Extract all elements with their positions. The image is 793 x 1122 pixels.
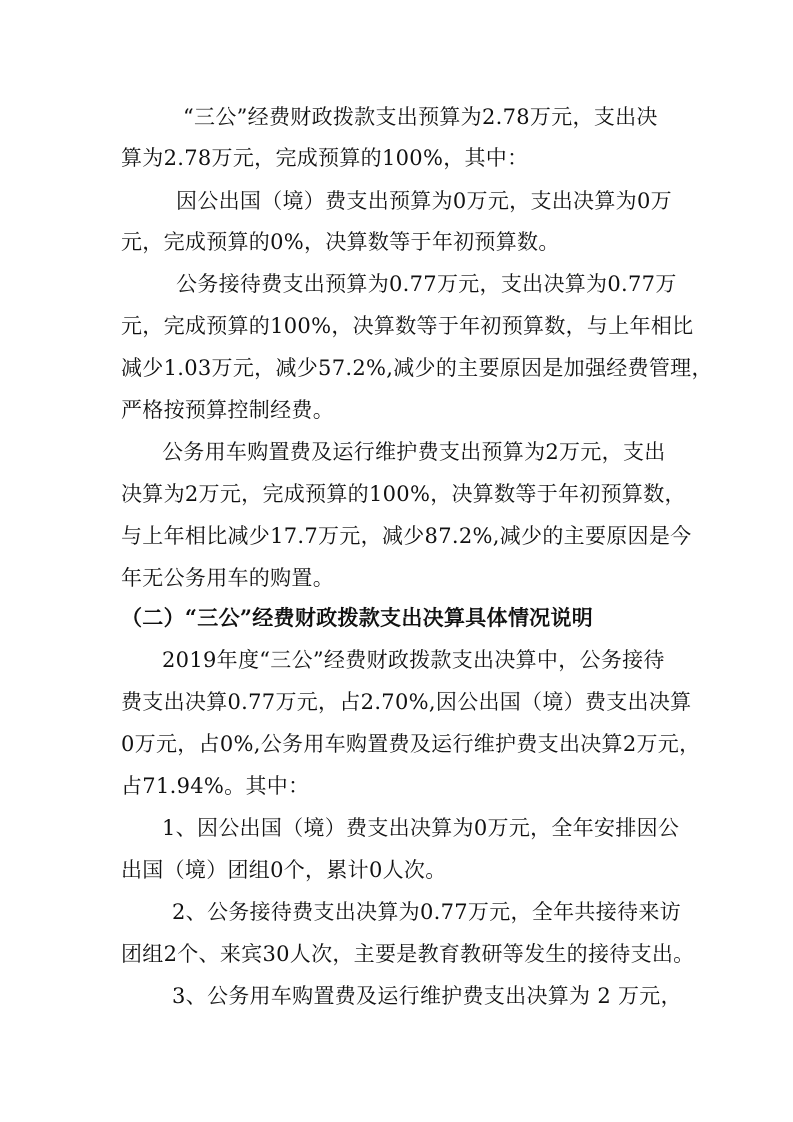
paragraph-line: 与上年相比减少17.7万元，减少87.2%,减少的主要原因是今 [121, 524, 692, 548]
list-item-line: 出国（境）团组0个，累计0人次。 [121, 858, 447, 882]
section-heading: （二）“三公”经费财政拨款支出决算具体情况说明 [121, 605, 594, 630]
paragraph-line: 元，完成预算的100%，决算数等于年初预算数，与上年相比 [121, 314, 694, 338]
paragraph-line: 严格按预算控制经费。 [121, 398, 334, 422]
paragraph-line: 年无公务用车的购置。 [121, 566, 334, 590]
paragraph-line: “三公”经费财政拨款支出预算为2.78万元，支出决 [183, 105, 658, 129]
paragraph-line: 元，完成预算的0%，决算数等于年初预算数。 [121, 230, 560, 254]
paragraph-line: 减少1.03万元，减少57.2%,减少的主要原因是加强经费管理， [121, 356, 713, 380]
paragraph-line: 公务用车购置费及运行维护费支出预算为2万元，支出 [162, 440, 666, 464]
list-item-line: 1、因公出国（境）费支出决算为0万元，全年安排因公 [162, 816, 680, 840]
paragraph-line: 决算为2万元，完成预算的100%，决算数等于年初预算数， [121, 482, 686, 506]
paragraph-line: 算为2.78万元，完成预算的100%，其中： [121, 146, 529, 170]
paragraph-line: 因公出国（境）费支出预算为0万元，支出决算为0万 [176, 189, 672, 213]
paragraph-line: 公务接待费支出预算为0.77万元，支出决算为0.77万 [176, 272, 677, 296]
paragraph-line: 占71.94%。其中： [121, 774, 310, 798]
paragraph-line: 0万元，占0%,公务用车购置费及运行维护费支出决算2万元， [121, 732, 701, 756]
list-item-line: 3、公务用车购置费及运行维护费支出决算为 2 万元， [172, 984, 682, 1008]
list-item-line: 团组2个、来宾30人次，主要是教育教研等发生的接待支出。 [121, 942, 695, 966]
paragraph-line: 2019年度“三公”经费财政拨款支出决算中，公务接待 [162, 648, 665, 672]
paragraph-line: 费支出决算0.77万元，占2.70%,因公出国（境）费支出决算 [121, 690, 692, 714]
list-item-line: 2、公务接待费支出决算为0.77万元，全年共接待来访 [172, 900, 681, 924]
